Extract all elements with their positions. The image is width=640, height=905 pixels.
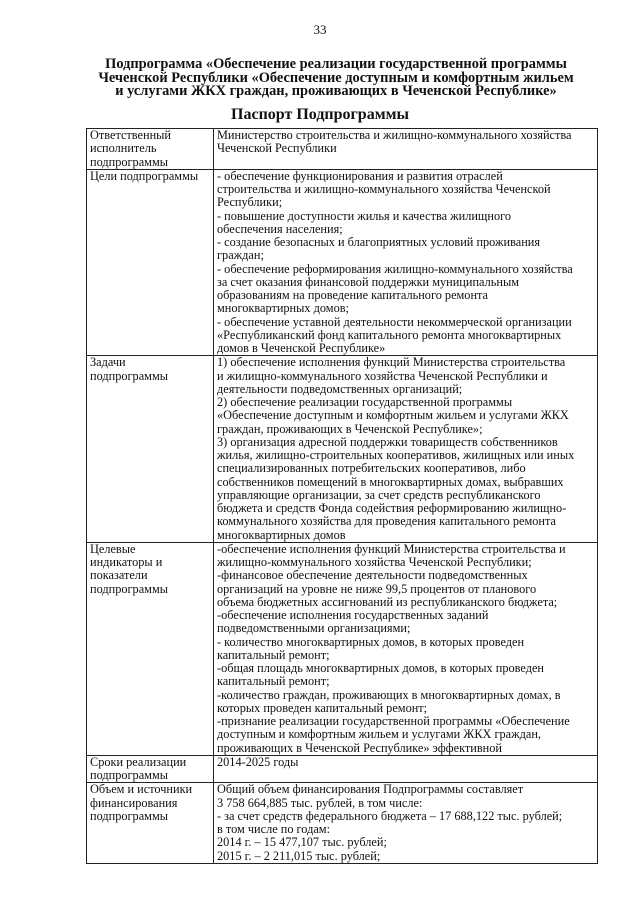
row-label-line: Цели подпрограммы (90, 169, 199, 183)
row-content-cell (214, 169, 598, 356)
row-label-cell (87, 755, 214, 783)
row-content-line: организаций на уровне не ниже 99,5 процентов от планового (217, 581, 537, 596)
row-content-line: граждан; (217, 248, 264, 263)
passport-row (87, 755, 598, 783)
row-content-line: деятельности подведомственных организаций; (217, 381, 463, 396)
row-content-line: Республики; (217, 195, 283, 210)
row-content-cell (214, 542, 598, 755)
row-content-line: 3) организация адресной поддержки товариществ собственников (217, 434, 558, 449)
passport-row (87, 542, 598, 755)
row-label-line: подпрограммы (90, 768, 168, 782)
row-content-line: 2014 г. – 15 477,107 тыс. рублей; (217, 835, 387, 850)
row-content-line: -финансовое обеспечение деятельности подведомственных (217, 568, 528, 583)
row-content-line: -общая площадь многоквартирных домов, в которых проведен (217, 661, 544, 675)
subprogram-title (86, 58, 586, 99)
row-label-cell (87, 129, 214, 170)
row-content-line: обеспечения населения; (217, 221, 343, 236)
row-content-line: многоквартирных домов; (217, 301, 349, 316)
row-content-line: - обеспечение функционирования и развития отраслей (217, 169, 503, 183)
row-content-line: строительства и жилищно-коммунального хозяйства Чеченской (217, 182, 551, 196)
row-content-line: управляющие организации, за счет средств республиканского (217, 487, 541, 502)
row-content-line: -количество граждан, проживающих в многоквартирных домах, в (217, 687, 561, 702)
row-content-line: Чеченской Республики (217, 141, 337, 156)
row-content-line: которых проведен капитальный ремонт; (217, 700, 428, 715)
passport-row (87, 783, 598, 864)
row-label-cell (87, 356, 214, 543)
passport-table (86, 128, 598, 864)
row-content-line: за счет оказания финансовой поддержки муниципальным (217, 274, 519, 289)
page-number: 33 (313, 22, 327, 37)
row-content-line: граждан, проживающих в Чеченской Республике»; (217, 421, 483, 436)
row-content-line: - обеспечение уставной деятельности некоммерческой организации (217, 314, 572, 329)
row-label-line: Объем и источники (90, 782, 193, 797)
row-content-line: домов в Чеченской Республике» (217, 341, 386, 355)
row-label-line: исполнитель (90, 141, 157, 156)
row-content-line: 2014-2025 годы (217, 755, 299, 769)
row-content-line: «Обеспечение доступным и комфортным жильем и услугами ЖКХ (217, 408, 569, 423)
row-content-line: жилья, жилищно-строительных кооперативов, жилищных или иных (217, 448, 575, 462)
row-content-line: Общий объем финансирования Подпрограммы составляет (217, 782, 524, 797)
row-content-cell (214, 129, 598, 170)
passport-row (87, 169, 598, 356)
row-label-line: Ответственный (90, 128, 171, 142)
row-content-line: - обеспечение реформирования жилищно-коммунального хозяйства (217, 261, 573, 276)
row-label-line: подпрограммы (90, 368, 168, 383)
row-content-line: -обеспечение исполнения государственных заданий (217, 608, 489, 622)
row-content-line: -обеспечение исполнения функций Министерства строительства и (217, 542, 566, 556)
row-content-cell (214, 755, 598, 783)
row-content-line: многоквартирных домов (217, 527, 346, 542)
row-content-line: - создание безопасных и благоприятных условий проживания (217, 235, 541, 249)
row-content-line: подведомственными организациями; (217, 621, 411, 636)
row-content-cell (214, 783, 598, 864)
row-content-line: жилищно-коммунального хозяйства Чеченской Республики; (217, 555, 532, 569)
row-content-line: 3 758 664,885 тыс. рублей, в том числе: (217, 795, 423, 810)
row-content-line: и жилищно-коммунального хозяйства Чеченской Республики и (217, 368, 548, 383)
row-content-line: доступным и комфортным жильем и услугами ЖКХ граждан, (217, 727, 541, 742)
row-content-line: собственников помещений в многоквартирных домах, выбравших (217, 474, 564, 489)
row-content-line: - за счет средств федерального бюджета – 17 688,122 тыс. рублей; (217, 808, 563, 823)
row-content-cell (214, 356, 598, 543)
row-label-line: финансирования (90, 795, 178, 810)
row-content-line: проживающих в Чеченской Республике» эффективной (217, 740, 502, 755)
passport-row (87, 356, 598, 543)
row-content-line: специализированных потребительских кооперативов, либо (217, 461, 526, 476)
row-content-line: -признание реализации государственной программы «Обеспечение (217, 714, 570, 728)
row-content-line: объема бюджетных ассигнований из республиканского бюджета; (217, 594, 558, 609)
row-content-line: 1) обеспечение исполнения функций Министерства строительства (217, 355, 566, 370)
row-label-cell (87, 169, 214, 356)
row-content-line: капитальный ремонт; (217, 647, 330, 662)
row-content-line: в том числе по годам: (217, 822, 331, 836)
passport-heading: Паспорт Подпрограммы (231, 106, 409, 123)
row-content-line: «Республиканский фонд капитального ремонта многоквартирных (217, 327, 562, 342)
row-label-line: Сроки реализации (90, 755, 187, 769)
row-label-cell (87, 783, 214, 864)
row-label-line: подпрограммы (90, 808, 168, 823)
row-content-line: - повышение доступности жилья и качества жилищного (217, 208, 512, 223)
row-label-line: подпрограммы (90, 154, 168, 169)
row-label-line: показатели (90, 568, 148, 583)
row-content-line: 2) обеспечение реализации государственной программы (217, 395, 513, 409)
row-content-line: - количество многоквартирных домов, в которых проведен (217, 634, 525, 649)
title-line: Подпрограмма «Обеспечение реализации государственной программы (105, 56, 567, 72)
title-line: Чеченской Республики «Обеспечение доступным и комфортным жильем (98, 69, 574, 86)
row-label-cell (87, 542, 214, 755)
passport-row (87, 129, 598, 170)
row-content-line: коммунального хозяйства для проведения капитального ремонта (217, 514, 556, 529)
row-label-line: индикаторы и (90, 555, 163, 569)
row-content-line: 2015 г. – 2 211,015 тыс. рублей; (217, 848, 381, 863)
row-content-line: образованиям на проведение капитального ремонта (217, 288, 489, 302)
row-content-line: капитальный ремонт; (217, 674, 330, 689)
row-content-line: Министерство строительства и жилищно-коммунального хозяйства (217, 128, 572, 142)
row-label-line: Задачи (90, 355, 126, 370)
row-content-line: бюджета и средств Фонда содействия реформированию жилищно- (217, 501, 567, 515)
row-label-line: Целевые (90, 542, 136, 556)
title-line: и услугами ЖКХ граждан, проживающих в Чеченской Республике» (115, 83, 557, 100)
row-label-line: подпрограммы (90, 581, 168, 596)
